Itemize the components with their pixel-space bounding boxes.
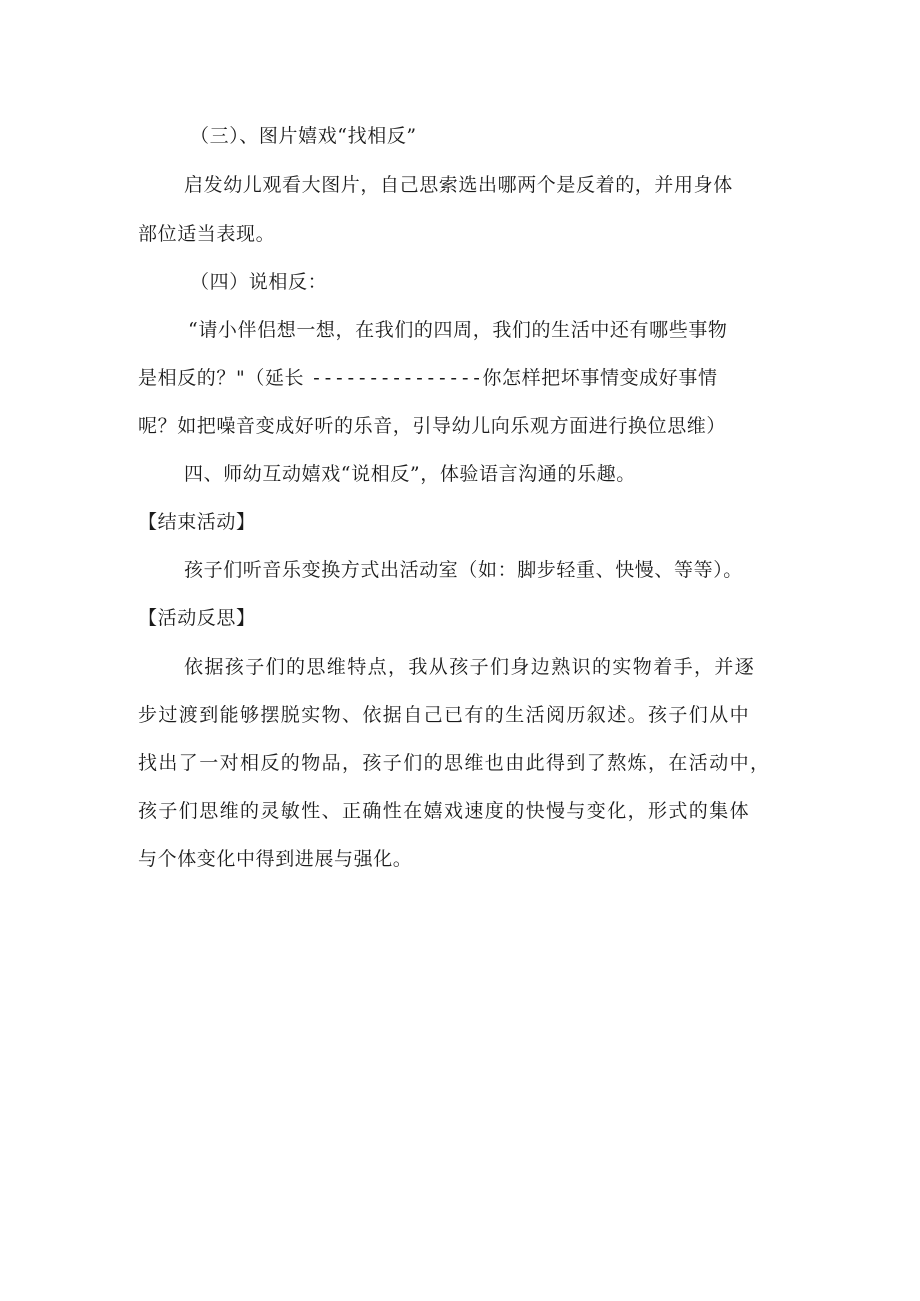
section-heading-interaction-game: 四、师幼互动嬉戏“说相反”，体验语言沟通的乐趣。 [184,463,636,485]
paragraph-line [138,366,718,390]
paragraph-line: 部位适当表现。 [138,223,276,245]
section-heading-picture-game: （三）、图片嬉戏“找相反” [190,125,417,147]
paragraph-line: 依据孩子们的思维特点，我从孩子们身边熟识的实物着手，并逐 [184,656,756,678]
paragraph-text: 你怎样把坏事情变成好事情 [482,367,718,389]
paragraph-text: 是相反的？"（延长 [138,367,311,389]
paragraph-line: 启发幼儿观看大图片，自己思索选出哪两个是反着的，并用身体 [184,174,733,196]
section-heading-reflection: 【活动反思】 [138,607,256,629]
paragraph-line: 与个体变化中得到进展与强化。 [138,848,413,870]
section-heading-end-activity: 【结束活动】 [138,511,256,533]
paragraph-line: 孩子们听音乐变换方式出活动室（如：脚步轻重、快慢、等等）。 [184,559,743,581]
paragraph-line: 孩子们思维的灵敏性、正确性在嬉戏速度的快慢与变化，形式的集体 [138,800,751,822]
paragraph-line: 步过渡到能够摆脱实物、依据自己已有的生活阅历叙述。孩子们从中 [138,704,751,726]
dash-separator: --------------- [310,367,483,389]
paragraph-line: 找出了一对相反的物品，孩子们的思维也由此得到了熬炼，在活动中， [138,752,771,774]
paragraph-line: “请小伴侣想一想，在我们的四周，我们的生活中还有哪些事物 [188,319,728,341]
paragraph-line: 呢？如把噪音变成好听的乐音，引导幼儿向乐观方面进行换位思维） [138,415,727,437]
section-heading-say-opposite: （四）说相反： [190,271,328,293]
